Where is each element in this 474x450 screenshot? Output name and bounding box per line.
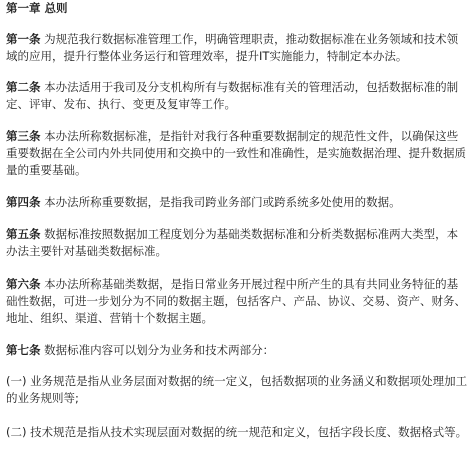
article-7-item-1 xyxy=(6,373,468,407)
article-7-item-2 xyxy=(6,424,468,441)
article-1 xyxy=(6,31,468,65)
article-6-label: 第六条 xyxy=(6,277,41,291)
article-2-label: 第二条 xyxy=(6,80,41,94)
article-7-item-1-text: (一) 业务规范是指从业务层面对数据的统一定义，包括数据项的业务涵义和数据项处理加工的业务规则等; xyxy=(6,374,468,405)
article-2-text: 本办法适用于我司及分支机构所有与数据标准有关的管理活动，包括数据标准的制定、评审、发布、执行、变更及复审等工作。 xyxy=(6,80,459,111)
article-5-label: 第五条 xyxy=(6,227,41,241)
article-4-label: 第四条 xyxy=(6,195,41,209)
article-5-text: 数据标准按照数据加工程度划分为基础类数据标准和分析类数据标准两大类型，本办法主要针对基础类数据标准。 xyxy=(6,227,459,258)
article-3-label: 第三条 xyxy=(6,129,41,143)
chapter-title: 第一章 总则 xyxy=(6,1,68,15)
article-4 xyxy=(6,194,468,211)
article-4-text: 本办法所称重要数据，是指我司跨业务部门或跨系统多处使用的数据。 xyxy=(40,195,401,209)
article-3-text: 本办法所称数据标准，是指针对我行各种重要数据制定的规范性文件，以确保这些重要数据在全公司内外共同使用和交换中的一致性和准确性，是实施数据治理、提升数据质量的重要基础。 xyxy=(6,129,466,177)
article-2 xyxy=(6,79,468,113)
article-3 xyxy=(6,128,468,179)
article-1-label: 第一条 xyxy=(6,32,41,46)
article-1-text: 为规范我行数据标准管理工作，明确管理职责，推动数据标准在业务领域和技术领域的应用，提升行整体业务运行和管理效率，提升IT实施能力，特制定本办法。 xyxy=(6,32,459,63)
article-7-label: 第七条 xyxy=(6,343,41,357)
article-6-text: 本办法所称基础类数据，是指日常业务开展过程中所产生的具有共同业务特征的基础性数据，可进一步划分为不同的数据主题，包括客户、产品、协议、交易、资产、财务、地址、组织、渠道、营销十个数据主题。 xyxy=(6,277,466,325)
article-6 xyxy=(6,276,468,327)
article-5 xyxy=(6,226,468,260)
article-7 xyxy=(6,342,468,359)
article-7-item-2-text: (二) 技术规范是指从技术实现层面对数据的统一规范和定义，包括字段长度、数据格式等。 xyxy=(6,425,468,439)
article-7-text: 数据标准内容可以划分为业务和技术两部分： xyxy=(40,343,275,357)
